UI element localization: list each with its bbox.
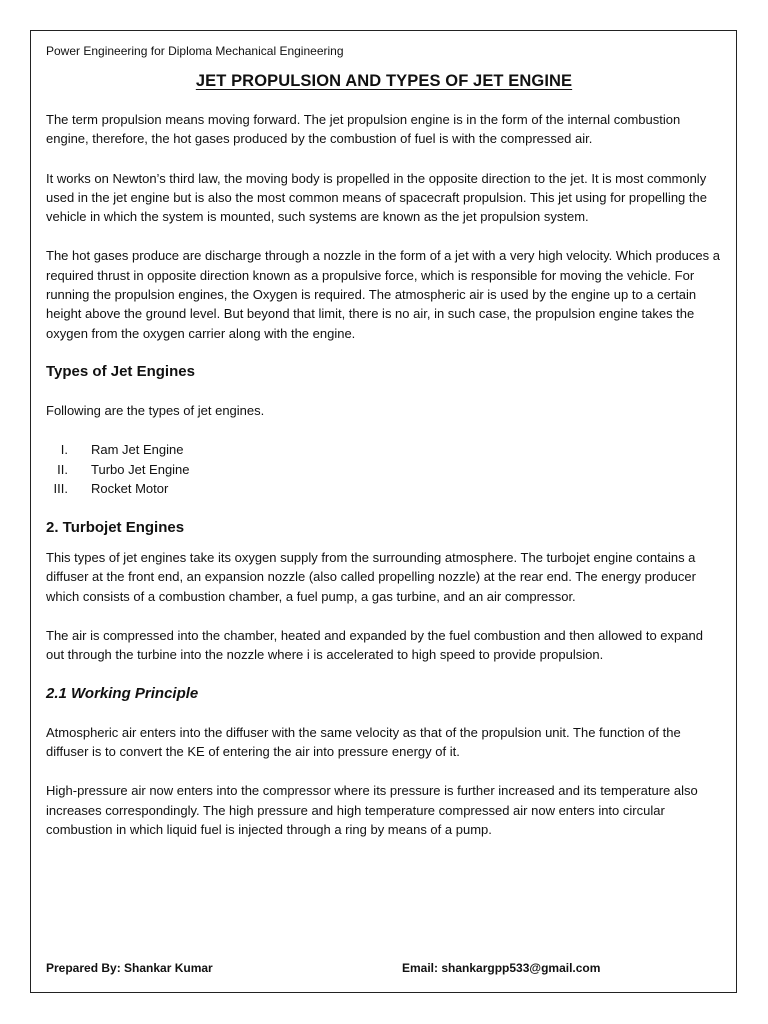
- list-item: [46, 479, 722, 498]
- types-lead: Following are the types of jet engines.: [46, 402, 265, 418]
- turbojet-paragraph-1: This types of jet engines take its oxygen supply from the surrounding atmosphere. The turbojet engine contains a diffuser at the front end, an expansion nozzle (also called propelling nozzle) at the rear end. The energy producer which consists of a combustion chamber, a fuel pump, a gas turbine, and an air compressor.: [46, 550, 696, 604]
- page-title: JET PROPULSION AND TYPES OF JET ENGINE: [195, 72, 573, 90]
- list-item: [46, 460, 722, 479]
- intro-paragraph: The term propulsion means moving forward. The jet propulsion engine is in the form of the internal combustion engine, therefore, the hot gases produced by the combustion of fuel is with the compressed air.: [46, 112, 681, 147]
- list-numeral: III.: [53, 480, 68, 496]
- list-item-text: Rocket Motor: [91, 480, 169, 496]
- list-item-text: Ram Jet Engine: [91, 442, 184, 458]
- author-email: Email: shankargpp533@gmail.com: [402, 961, 601, 975]
- engine-types-list: [46, 440, 722, 498]
- turbojet-paragraph-2: The air is compressed into the chamber, heated and expanded by the fuel combustion and then allowed to expand out through the turbine into the nozzle where i is accelerated to high speed to provide propulsion.: [46, 628, 703, 663]
- prepared-by: Prepared By: Shankar Kumar: [46, 961, 213, 975]
- hot-gases-paragraph: The hot gases produce are discharge through a nozzle in the form of a jet with a very high velocity. Which produces a required thrust in opposite direction known as a propulsive force, which is responsible for moving the vehicle. For running the propulsion engines, the Oxygen is required. The atmospheric air is used by the engine up to a certain height above the ground level. But beyond that limit, there is no air, in such case, the propulsion engine takes the oxygen from the oxygen carrier along with the engine.: [46, 248, 720, 341]
- working-principle-heading: 2.1 Working Principle: [46, 684, 199, 702]
- types-heading: Types of Jet Engines: [46, 362, 195, 380]
- list-item: [46, 440, 722, 459]
- course-header: Power Engineering for Diploma Mechanical Engineering: [46, 44, 344, 58]
- turbojet-heading: 2. Turbojet Engines: [46, 519, 185, 537]
- list-numeral: II.: [57, 461, 68, 477]
- list-numeral: I.: [60, 442, 68, 458]
- list-item-text: Turbo Jet Engine: [91, 461, 190, 477]
- page-footer: [46, 961, 722, 975]
- working-paragraph-2: High-pressure air now enters into the compressor where its pressure is further increased and its temperature also increases correspondingly. The high pressure and high temperature compressed air now enters into circular combustion in which liquid fuel is injected through a ring by means of a pump.: [46, 783, 698, 837]
- newton-paragraph: It works on Newton’s third law, the moving body is propelled in the opposite direction to the jet. It is most commonly used in the jet engine but is also the most common means of spacecraft propulsion. This jet using for propelling the vehicle in which the system is mounted, such systems are known as the jet propulsion system.: [46, 170, 707, 225]
- document-body: [46, 44, 722, 859]
- working-paragraph-1: Atmospheric air enters into the diffuser with the same velocity as that of the propulsion unit. The function of the diffuser is to convert the KE of entering the air into pressure energy of it.: [46, 724, 681, 759]
